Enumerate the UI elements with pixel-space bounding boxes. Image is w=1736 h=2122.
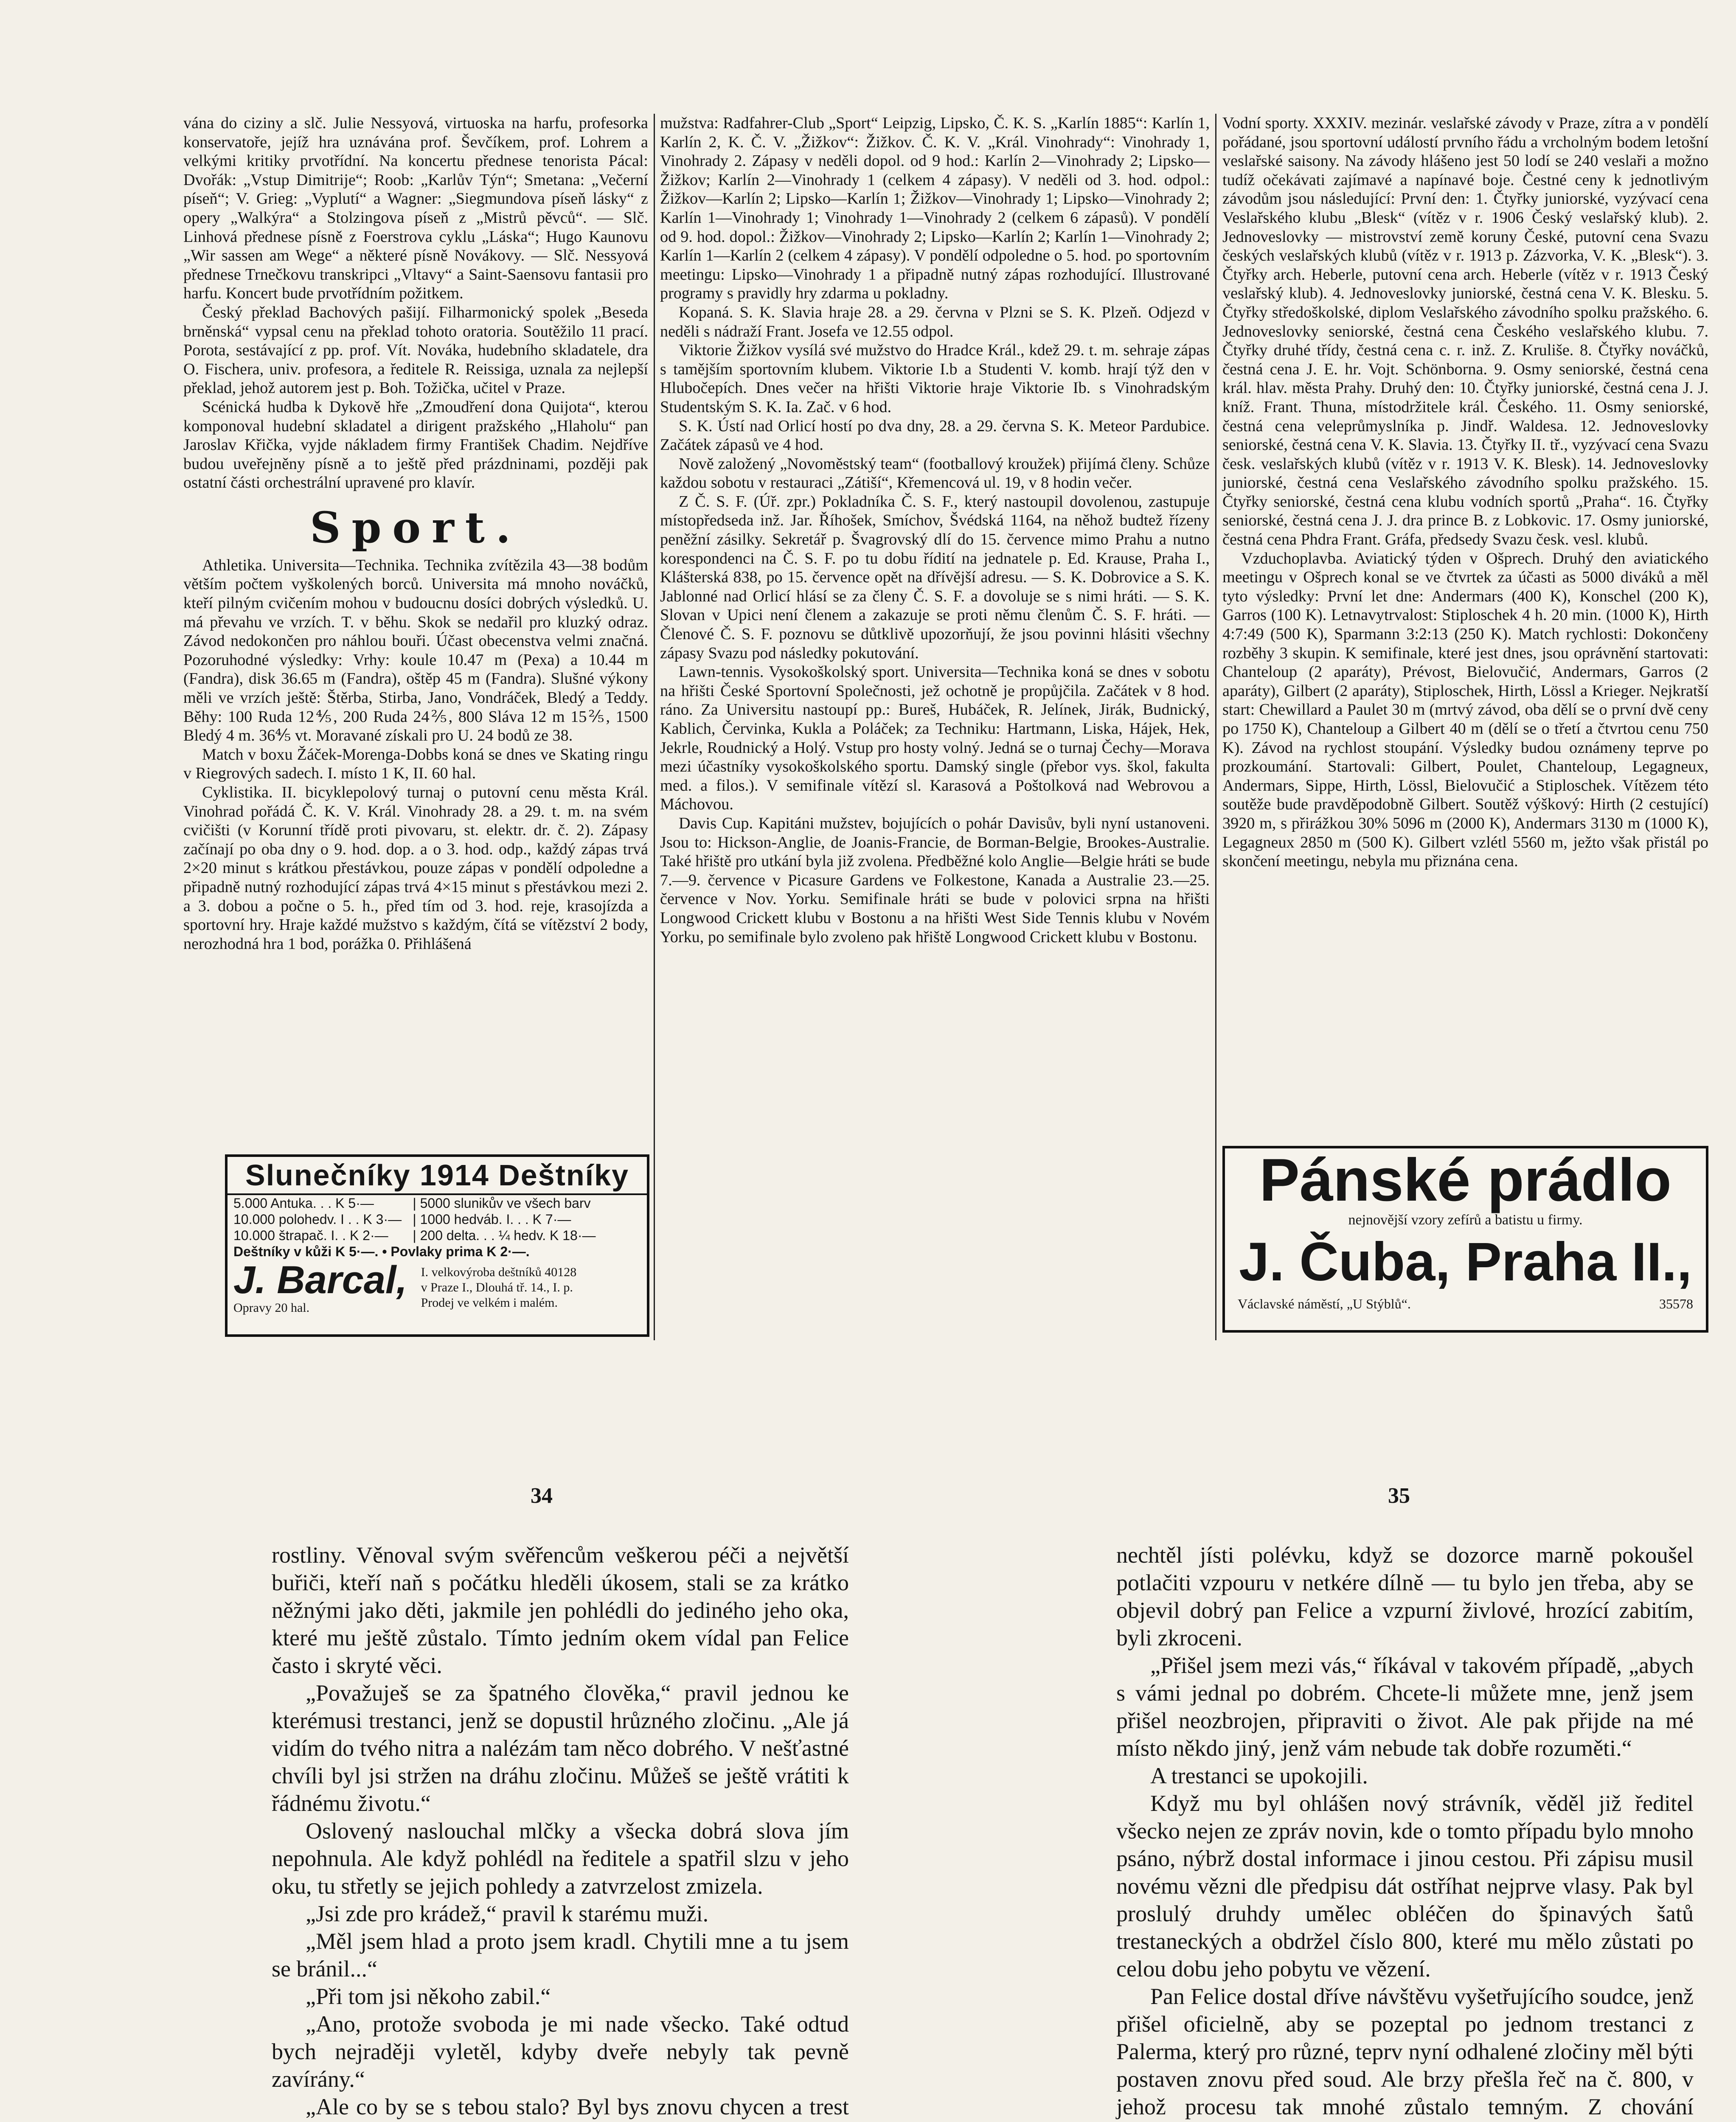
boxing-match-article: Match v boxu Žáček-Morenga-Dobbs koná se dnes ve Skating ringu v Riegrových sadech. I. místo 1 K, II. 60 hal. [183,745,648,783]
book-paragraph: „Přišel jsem mezi vás,“ říkával v takovém případě, „abych s vámi jednal po dobrém. Chcete-li můžete mne, jenž jsem přišel neozbrojen, připraviti o život. Ale pak přijde na mé místo někdo jiný, jenž vám nebude tak dobře rozuměti.“ [1116,1653,1694,1761]
sport-section-heading: Sport. [310,502,522,553]
umbrella-advertisement [225,1154,649,1337]
ad-umbrella-title: Slunečníky 1914 Deštníky [228,1157,647,1195]
ad-umbrella-brand: J. Barcal, [233,1258,407,1302]
book-paragraph: Pan Felice dostal dříve návštěvu vyšetřujícího soudce, jenž přišel oficielně, aby se pozeptal po jednom trestanci z Palerma, který pro různé, teprv nyní odhalené zločiny měl býti postaven znovu před soud. Ale brzy přešla řeč na č. 800, v jehož procesu tak mnohé zůstalo temným. Z chování [1116,1984,1694,2119]
page-number-left: 34 [531,1484,553,1508]
book-page-right [1116,1541,1694,2122]
book-paragraph: „Ale co by se s tebou stalo? Byl bys znovu chycen a trest [306,2094,849,2119]
book-paragraph: Když mu byl ohlášen nový strávník, věděl již ředitel všecko nejen ze zpráv novin, kde o tomto případu bylo mnoho psáno, nýbrž dostal informace i jinou cestou. Při zápisu musil novému vězni dle předpisu dát ostříhat nejprve vlasy. Pak byl proslulý druhdy umělec obléčen do špinavých šatů trestaneckých a obdržel číslo 800, které mu mělo zůstati po celou dobu jeho pobytu ve vězení. [1116,1791,1694,1982]
ad-linen-code: 35578 [1659,1296,1693,1311]
new-team-article: Nově založený „Novoměstský team“ (footballový kroužek) přijímá členy. Schůze každou sobotu v restauraci „Zátiší“, Křemencová ul. 19, v 8 hodin večer. [660,455,1210,492]
ad-linen-address: Václavské náměstí, „U Stýblů“. [1238,1296,1411,1311]
ad-umbrella-address-2: v Praze I., Dlouhá tř. 14., I. p. [421,1280,573,1294]
lawn-tennis-article: Lawn-tennis. Vysokoškolský sport. Universita—Technika koná se dnes v sobotu na hřišti České Sportovní Společnosti, jež ochotně je propůjčila. Začátek v 8 hod. ráno. Za Universitu nastoupí pp.: Bureš, Hubáček, R. Jelínek, Jirák, Budnický, Kablich, Červinka, Kukla a Poláček; za Techniku: Hartmann, Liska, Hájek, Hek, Jekrle, Roudnický a Holý. Vstup pro hosty volný. Jedná se o turnaj Čechy—Morava mezi účastníky vysokoškolského sportu. Damský single (přebor vys. škol, fakulta med. a filos.). V semifinale vítězí sl. Karasová a Poštolková nad Webrovou a Máchovou. [660,663,1210,814]
news-column-1 [183,114,648,953]
ad-linen-footer [1225,1296,1706,1312]
ad-linen-brand: J. Čuba, Praha II., [1239,1232,1692,1292]
book-page-left [272,1541,849,2122]
book-paragraph: „Měl jsem hlad a proto jsem kradl. Chytili mne a tu jsem se bránil...“ [272,1928,849,1982]
cycling-continued: mužstva: Radfahrer-Club „Sport“ Leipzig, Lipsko, Č. K. S. „Karlín 1885“: Karlín 1, Karlín 2, K. Č. V. „Žižkov“: Žižkov. Č. K. V. „Král. Vinohrady“: Vinohrady 1, Vinohrady 2. Zápasy v neděli dopol. od 9 hod.: Karlín 2—Vinohrady 2; Lipsko—Žižkov; Karlín 2—Vinohrady 1 (celkem 4 zápasy). V neděli od 3. hod. odpol.: Žižkov—Karlín 2; Lipsko—Karlín 1; Žižkov—Vinohrady 1; Lipsko—Vinohrady 2; Karlín 1—Vinohrady 1; Vinohrady 1—Vinohrady 2 (celkem 6 zápasů). V pondělí od 9. hod. dopol.: Žižkov—Vinohrady 2; Lipsko—Karlín 2; Karlín 1—Vinohrady 2; Karlín 1—Karlín 2 (celkem 4 zápasy). V pondělí odpoledne o 5. hod. po sportovním meetingu: Lipsko—Vinohrady 1 a připadně nutný zápas rozhodující. Illustrované programy s pravidly hry zdarma u pokladny. [660,114,1210,303]
bach-translation-article: Český překlad Bachových pašijí. Filharmonický spolek „Beseda brněnská“ vypsal cenu na překlad tohoto oratoria. Soutěžilo 11 prací. Porota, sestávající z pp. prof. Vít. Nováka, hudebního skladatele, dra O. Fischera, univ. profesora, a ředitele R. Reissiga, uznala za nejlepší překlad, jehož autorem jest p. Boh. Tožička, učitel v Praze. [183,303,648,397]
ad-umbrella-address-1: I. velkovýroba deštníků 40128 [421,1265,577,1279]
athletics-article: Athletika. Universita—Technika. Technika zvítězila 43—38 bodům větším počtem vyškolených borců. Universita má mnoho nováčků, kteří pilným cvičením mohou v budoucnu dosíci dobrých výsledků. U. má převahu ve vrzích. T. v běhu. Skok se nedařil pro kluzký odraz. Závod nedokončen pro náhlou bouři. Účast obecenstva velmi značná. Pozoruhodné výsledky: Vrhy: koule 10.47 m (Pexa) a 10.44 m (Fandra), disk 36.65 m (Fandra), oštěp 45 m (Fandra). Slušné výkony měli ve vrzích ještě: Štěrba, Stirba, Jano, Vondráček, Bledý a Teddy. Běhy: 100 Ruda 12⅘, 200 Ruda 24⅖, 800 Sláva 12 m 15⅖, 1500 Bledý 4 m. 36⅘ vt. Moravané získali pro U. 24 bodů ze 38. [183,556,648,745]
ad-umbrella-special: Deštníky v kůži K 5·—. • Povlaky prima K 2·—. [233,1244,530,1259]
column-divider-1 [654,114,655,1340]
linen-advertisement [1222,1146,1708,1333]
aviation-article: Vzduchoplavba. Aviatický týden v Ošprech. Druhý den aviatického meetingu v Ošprech konal se ve čtvrtek za účasti as 5000 diváků a měl tyto výsledky: První let dne: Andermars (400 K), Konschel (200 K), Garros (100 K). Letnavytrvalost: Stiploschek 4 h. 20 min. (1000 K), Hirth 4:7:49 (500 K), Sparmann 3:2:13 (250 K). Match rychlosti: Dokončeny rozběhy 3 skupin. K semifinale, které jest dnes, jsou oprávnění startovati: Chanteloup (2 aparáty), Prévost, Bielovučić, Andermars, Garros (2 aparáty), Gilbert (2 aparáty), Stiploschek, Hirth, Lössl a Krieger. Nejkratší start: Chewillard a Paulet 30 m (mrtvý závod, oba dělí se o první dvě ceny po 1750 K), Chanteloup a Gilbert 40 m (dělí se o třetí a čtvrtou cenu 750 K). Závod na rychlost stoupání. Výsledky budou oznámeny teprve po prozkoumání. Startovali: Gilbert, Poulet, Chanteloup, Legagneux, Andermars, Sippe, Hirth, Lössl, Bielovučić a Stiploschek. Vítězem této soutěže bude pravděpodobně Gilbert. Soutěž výškový: Hirth (2 cestující) 3920 m, s přirážkou 30% 5096 m (2000 K), Andermars 3130 m (1000 K), Legagneux 2850 m (500 K). Gilbert vzlétl 5560 m, ježto však přistál po skončení meetingu, nebyla mu přiznána cena. [1222,549,1708,870]
book-paragraph: A trestanci se upokojili. [1150,1763,1368,1788]
concert-article: vána do ciziny a slč. Julie Nessyová, virtuoska na harfu, profesorka konservatoře, jejíž hra uznávána prof. Ševčíkem, prof. Lohrem a velkými kritiky prvotřídní. Na koncertu přednese tenorista Pácal: Dvořák: „Vstup Dimitrije“; Roob: „Karlův Týn“; Smetana: „Večerní píseň“; V. Grieg: „Vyplutí“ a Wagner: „Siegmundova píseň lásky“ z opery „Walkýra“ a Stolzingova píseň z „Mistrů pěvců“. — Slč. Linhová přednese písně z Foerstrova cyklu „Láska“; Hugo Kaunovu „Wir sassen am Wege“ a některé písně Novákovy. — Slč. Nessyová přednese Trnečkovu transkripci „Vltavy“ a Saint-Saensovu fantasii pro harfu. Koncert bude prvotřídním požitkem. [183,114,648,303]
ad-umbrella-repair: Opravy 20 hal. [233,1301,310,1315]
news-column-2 [660,114,1210,946]
book-paragraph: rostliny. Věnoval svým svěřencům veškerou péči a největší buřiči, kteří naň s počátku hleděli úkosem, stali se za krátko něžnými jako děti, jakmile jen pohlédli do jediného jeho oka, které mu ještě zůstalo. Tímto jedním okem vídal pan Felice často i skryté věci. [272,1542,849,1678]
book-paragraph: nechtěl jísti polévku, když se dozorce marně pokoušel potlačiti vzpouru v netkére dílně — tu bylo jen třeba, aby se objevil dobrý pan Felice a vzpurní živlové, hrozící zabitím, byli zkroceni. [1116,1542,1694,1650]
rowing-article: Vodní sporty. XXXIV. mezinár. veslařské závody v Praze, zítra a v pondělí pořádané, jsou sportovní událostí prvního řádu a vrcholným bodem letošní veslařské saisony. Na závody hlášeno jest 50 lodí se 240 veslaři a možno tudíž očekávati zajímavé a napínavé boje. Čestné ceny k jednotlivým závodům jsou následující: První den: 1. Čtyřky juniorské, vyzývací cena Veslařského klubu „Blesk“ (vítěz v r. 1906 Český veslařský klub). 2. Jednoveslovky — mistrovství země koruny České, putovní cena Svazu českých veslařských klubů (vítěz v r. 1913 p. Zázvorka, V. K. „Blesk“). 3. Čtyřky arch. Heberle, putovní cena arch. Heberle (vítěz v r. 1913 Český veslařský klub). 4. Jednoveslovky juniorské, čestná cena V. K. Blesku. 5. Čtyřky středoškolské, diplom Veslařského závodního spolku pražského. 6. Jednoveslovky seniorské, čestná cena Českého veslařského klubu. 7. Čtyřky druhé třídy, čestná cena c. r. inž. Z. Kruliše. 8. Čtyřky nováčků, čestná cena J. E. hr. Vojt. Schönborna. 9. Osmy seniorské, čestná cena král. hlav. města Prahy. Druhý den: 10. Čtyřky juniorské, čestná cena J. J. kníž. Frant. Thuna, místodržitele král. Českého. 11. Osmy seniorské, čestná cena veleprůmyslníka p. Jindř. Waldesa. 12. Jednoveslovky seniorské, čestná cena V. K. Slavia. 13. Čtyřky II. tř., vyzývací cena Svazu česk. veslařských klubů (vítěz v r. 1913 V. K. Blesk). 14. Jednoveslovky juniorské, čestná cena Veslařského závodního spolku pražského. 15. Čtyřky seniorské, čestná cena klubu vodních sportů „Praha“. 16. Čtyřky seniorské, čestná cena J. J. dra prince B. z Lobkovic. 17. Osmy juniorské, čestná cena Phdra Frant. Gráfa, předsedy Svazu česk. vesl. klubů. [1222,114,1708,549]
ad-umbrella-row: 10.000 štrapač. I. . K 2·— | 200 delta. . . ¼ hedv. K 18·— [233,1228,596,1243]
ad-umbrella-row: 5.000 Antuka. . . K 5·— | 5000 slunikův ve všech barv [233,1196,591,1211]
book-paragraph: „Ano, protože svoboda je mi nade všecko. Také odtud bych nejraději vyletěl, kdyby dveře nebyly tak pevně zavírány.“ [272,2011,849,2092]
book-paragraph: „Při tom jsi někoho zabil.“ [306,1984,551,2009]
don-quijote-music-article: Scénická hudba k Dykově hře „Zmoudření dona Quijota“, kterou komponoval hudební skladatel a dirigent pražského „Hlaholu“ pan Jaroslav Křička, vyjde nákladem firmy František Chadim. Nejdříve budou uveřejněny písně a to ještě před prázdninami, později pak ostatní části orchestrální upravené pro klavír. [183,398,648,492]
football-slavia-article: Kopaná. S. K. Slavia hraje 28. a 29. června v Plzni se S. K. Plzeň. Odjezd v neděli s nádraží Frant. Josefa ve 12.55 odpol. [660,303,1210,340]
ad-linen-title: Pánské prádlo [1259,1146,1671,1214]
davis-cup-article: Davis Cup. Kapitáni mužstev, bojujících o pohár Davisův, byli nyní ustanoveni. Jsou to: Hickson-Anglie, de Joanis-Francie, de Borman-Belgie, Brookes-Australie. Také hřiště pro utkání byla již zvolena. Předběžné kolo Anglie—Belgie hráti se bude 7.—9. července v Picasure Gardens ve Folkestone, Kanada a Australie 23.—25. července v Nov. Yorku. Semifinale hráti se bude v polovici srpna na hřišti Longwood Crickett klubu v Bostonu a na hřišti West Side Tennis klubu v Novém Yorku, po semifinale bylo zvoleno pak hřiště Longwood Crickett klubu v Bostonu. [660,814,1210,946]
ad-umbrella-row: 10.000 polohedv. I . . K 3·— | 1000 hedváb. I. . . K 7·— [233,1212,571,1227]
cycling-article: Cyklistika. II. bicyklepolový turnaj o putovní cenu města Král. Vinohrad pořádá Č. K. V. Král. Vinohrady 28. a 29. t. m. na svém cvičišti (v Korunní třídě proti pivovaru, st. elektr. dr. č. 2). Zápasy začínají po oba dny o 9. hod. dop. a o 3. hod. odp., každý zápas trvá 2×20 minut s krátkou přestávkou, pouze zápas v pondělí odpoledne a připadně nutný rozhodující zápas trvá 4×15 minut s přestávkou mezi 2. a 3. dobou a počne o 5. h., před tím od 3. hod. reje, krasojízda a sportovní hry. Hraje každé mužstvo s každým, čítá se vítězství 2 body, nerozhodná hra 1 bod, porážka 0. Přihlášená [183,783,648,953]
ad-umbrella-footer [228,1260,647,1316]
book-paragraph: Oslovený naslouchal mlčky a všecka dobrá slova jím nepohnula. Ale když pohlédl na ředitele a spatřil slzu v jeho oku, tu střetly se jejich pohledy a zatvrzelost zmizela. [272,1818,849,1899]
viktorie-zizkov-article: Viktorie Žižkov vysílá své mužstvo do Hradce Král., kdež 29. t. m. sehraje zápas s tamějším sportovním klubem. Viktorie I.b a Studenti V. komb. hrají týž den v Hlubočepích. Dnes večer na hřišti Viktorie hraje Viktorie Ib. s Vinohradským Studentským S. K. Ia. Zač. v 6 hod. [660,341,1210,416]
column-divider-2 [1215,114,1216,1340]
csf-official-article: Z Č. S. F. (Úř. zpr.) Pokladníka Č. S. F., který nastoupil dovolenou, zastupuje místopředseda inž. Jar. Říhošek, Smíchov, Švédská 1164, na něhož budtež řízeny peněžní zásilky. Sekretář p. Švagrovský dlí do 15. července mimo Prahu a nutno korespondenci na Č. S. F. po tu dobu řídití na jednatele p. Ed. Krause, Praha I., Klášterská 838, po 15. července opět na dřívější adresu. — S. K. Dobrovice a S. K. Jablonné nad Orlicí hlásí se za členy Č. S. F. a dovoluje se s nimi hráti. — S. K. Slovan v Upici není členem a zakazuje se proti němu členům Č. S. F. hráti. — Členové Č. S. F. poznovu se důtklivě upozorňují, že jsou povinni hlásiti všechny zápasy Svazu pod následky pokutování. [660,492,1210,662]
book-paragraph: „Považuješ se za špatného člověka,“ pravil jednou ke kterémusi trestanci, jenž se dopustil hrůzného zločinu. „Ale já vidím do tvého nitra a nalézám tam něco dobrého. V nešťastné chvíli byl jsi stržen na dráhu zločinu. Můžeš se ještě vrátiti k řádnému životu.“ [272,1680,849,1816]
ad-linen-subtitle: nejnovější vzory zefírů a batistu u firmy. [1348,1212,1583,1228]
ad-umbrella-wholesale: Prodej ve velkém i malém. [421,1296,558,1310]
page-number-right: 35 [1388,1484,1410,1508]
news-column-3 [1222,114,1708,871]
book-paragraph: „Jsi zde pro krádež,“ pravil k starému muži. [306,1901,709,1926]
usti-orlici-article: S. K. Ústí nad Orlicí hostí po dva dny, 28. a 29. června S. K. Meteor Pardubice. Začátek zápasů ve 4 hod. [660,417,1210,454]
